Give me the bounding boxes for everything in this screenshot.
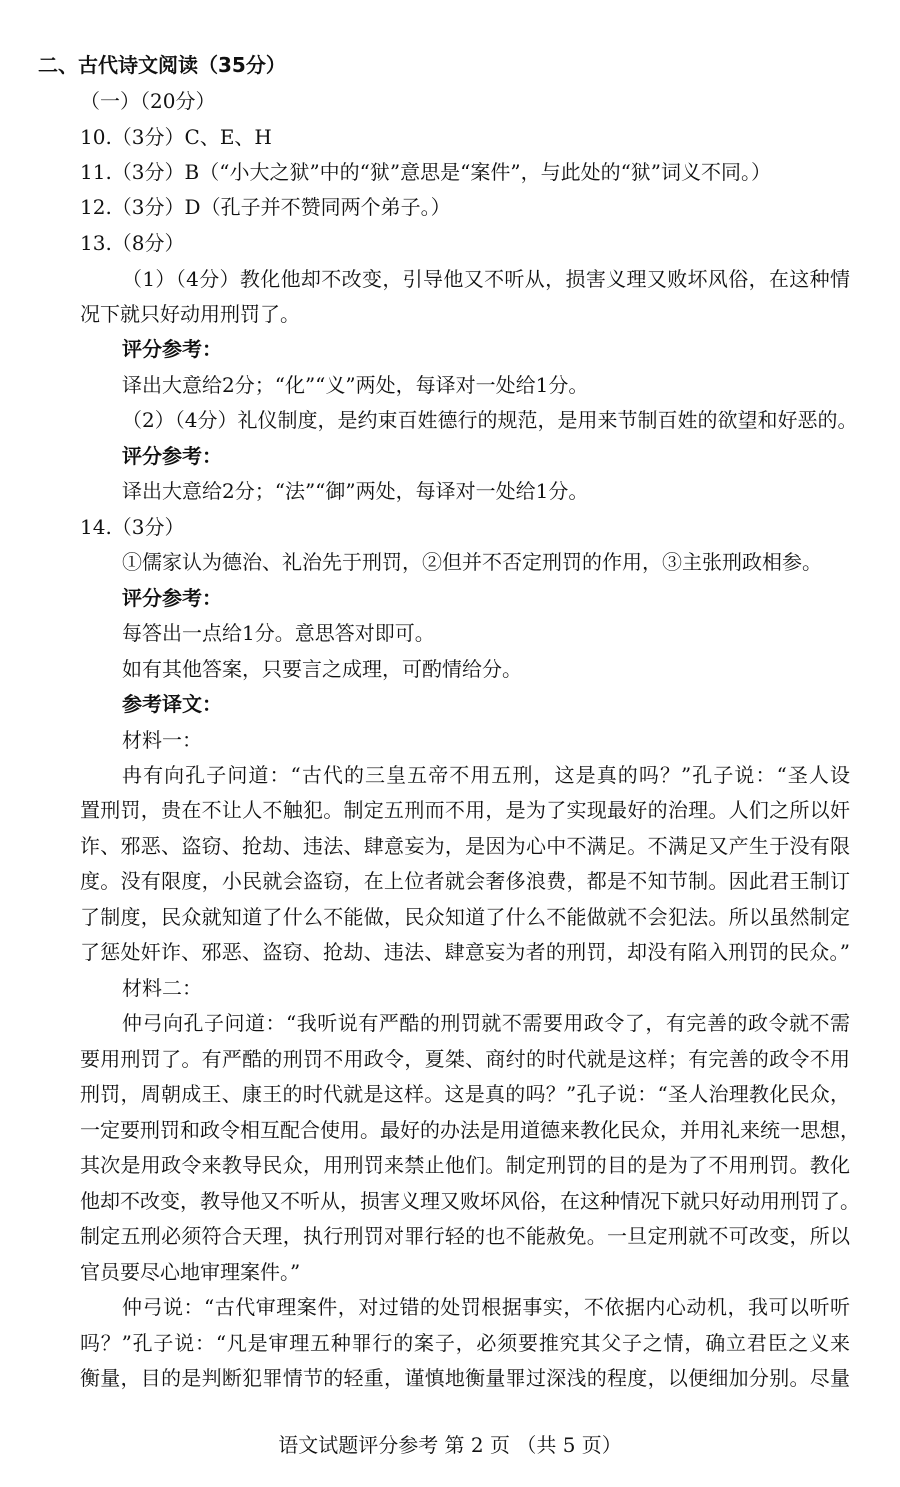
- answer-13-part1-line1: （1）（4分）教化他却不改变，引导他又不听从，损害义理又败坏风俗，在这种情: [122, 267, 850, 291]
- material-2-line: 制定五刑必须符合天理，执行刑罚对罪行轻的也不能赦免。一旦定刑就不可改变，所以: [80, 1224, 850, 1248]
- answer-11: 11.（3分）B（“小大之狱”中的“狱”意思是“案件”，与此处的“狱”词义不同。）: [80, 160, 772, 184]
- material-2-line: 官员要尽心地审理案件。”: [80, 1260, 301, 1284]
- scoring-text: 译出大意给2分；“化”“义”两处，每译对一处给1分。: [122, 373, 589, 397]
- material-2-line: 其次是用政令来教导民众，用刑罚来禁止他们。制定刑罚的目的是为了不用刑罚。教化: [80, 1153, 850, 1177]
- material-2-label: 材料二：: [122, 976, 202, 1000]
- translation-label: 参考译文：: [122, 692, 222, 716]
- material-2-line: 一定要刑罚和政令相互配合使用。最好的办法是用道德来教化民众，并用礼来统一思想，: [80, 1118, 860, 1142]
- material-2-line: 仲弓向孔子问道：“我听说有严酷的刑罚就不需要用政令了，有完善的政令就不需: [122, 1011, 850, 1035]
- scoring-text: 如有其他答案，只要言之成理，可酌情给分。: [122, 657, 522, 681]
- section-title: 二、古代诗文阅读（35分）: [38, 53, 286, 77]
- material-1-label: 材料一：: [122, 728, 202, 752]
- material-1-line: 了制度，民众就知道了什么不能做，民众知道了什么不能做就不会犯法。所以虽然制定: [80, 905, 850, 929]
- material-3-line: 仲弓说：“古代审理案件，对过错的处罚根据事实，不依据内心动机，我可以听听: [122, 1295, 850, 1319]
- material-1-line: 冉有向孔子问道：“古代的三皇五帝不用五刑，这是真的吗？”孔子说：“圣人设: [122, 763, 850, 787]
- scoring-label: 评分参考：: [122, 586, 222, 610]
- material-1-line: 置刑罚，贵在不让人不触犯。制定五刑而不用，是为了实现最好的治理。人们之所以奸: [80, 798, 850, 822]
- answer-13-part1-line2: 况下就只好动用刑罚了。: [80, 302, 300, 326]
- answer-12: 12.（3分）D（孔子并不赞同两个弟子。）: [80, 195, 451, 219]
- material-1-line: 了惩处奸诈、邪恶、盗窃、抢劫、违法、肆意妄为者的刑罚，却没有陷入刑罚的民众。”: [80, 940, 850, 964]
- answer-10: 10.（3分）C、E、H: [80, 125, 272, 149]
- scoring-label: 评分参考：: [122, 444, 222, 468]
- material-1-line: 度。没有限度，小民就会盗窃，在上位者就会奢侈浪费，都是不知节制。因此君王制订: [80, 869, 850, 893]
- material-2-line: 他却不改变，教导他又不听从，损害义理又败坏风俗，在这种情况下就只好动用刑罚了。: [80, 1189, 860, 1213]
- sub-section-title: （一）（20分）: [80, 89, 216, 113]
- material-3-line: 吗？”孔子说：“凡是审理五种罪行的案子，必须要推究其父子之情，确立君臣之义来: [80, 1331, 850, 1355]
- answer-13-part2: （2）（4分）礼仪制度，是约束百姓德行的规范，是用来节制百姓的欲望和好恶的。: [122, 408, 858, 432]
- answer-14-heading: 14.（3分）: [80, 515, 185, 539]
- material-2-line: 要用刑罚了。有严酷的刑罚不用政令，夏桀、商纣的时代就是这样；有完善的政令不用: [80, 1047, 850, 1071]
- scoring-text: 每答出一点给1分。意思答对即可。: [122, 621, 435, 645]
- page-footer: 语文试题评分参考 第 2 页 （共 5 页）: [278, 1433, 622, 1457]
- material-2-line: 刑罚，周朝成王、康王的时代就是这样。这是真的吗？”孔子说：“圣人治理教化民众，: [80, 1082, 850, 1106]
- answer-14-text: ①儒家认为德治、礼治先于刑罚，②但并不否定刑罚的作用，③主张刑政相参。: [122, 550, 822, 574]
- material-3-line: 衡量，目的是判断犯罪情节的轻重，谨慎地衡量罪过深浅的程度，以便细加分别。尽量: [80, 1366, 850, 1390]
- scoring-label: 评分参考：: [122, 337, 222, 361]
- answer-13-heading: 13.（8分）: [80, 231, 185, 255]
- scoring-text: 译出大意给2分；“法”“御”两处，每译对一处给1分。: [122, 479, 589, 503]
- material-1-line: 诈、邪恶、盗窃、抢劫、违法、肆意妄为，是因为心中不满足。不满足又产生于没有限: [80, 834, 850, 858]
